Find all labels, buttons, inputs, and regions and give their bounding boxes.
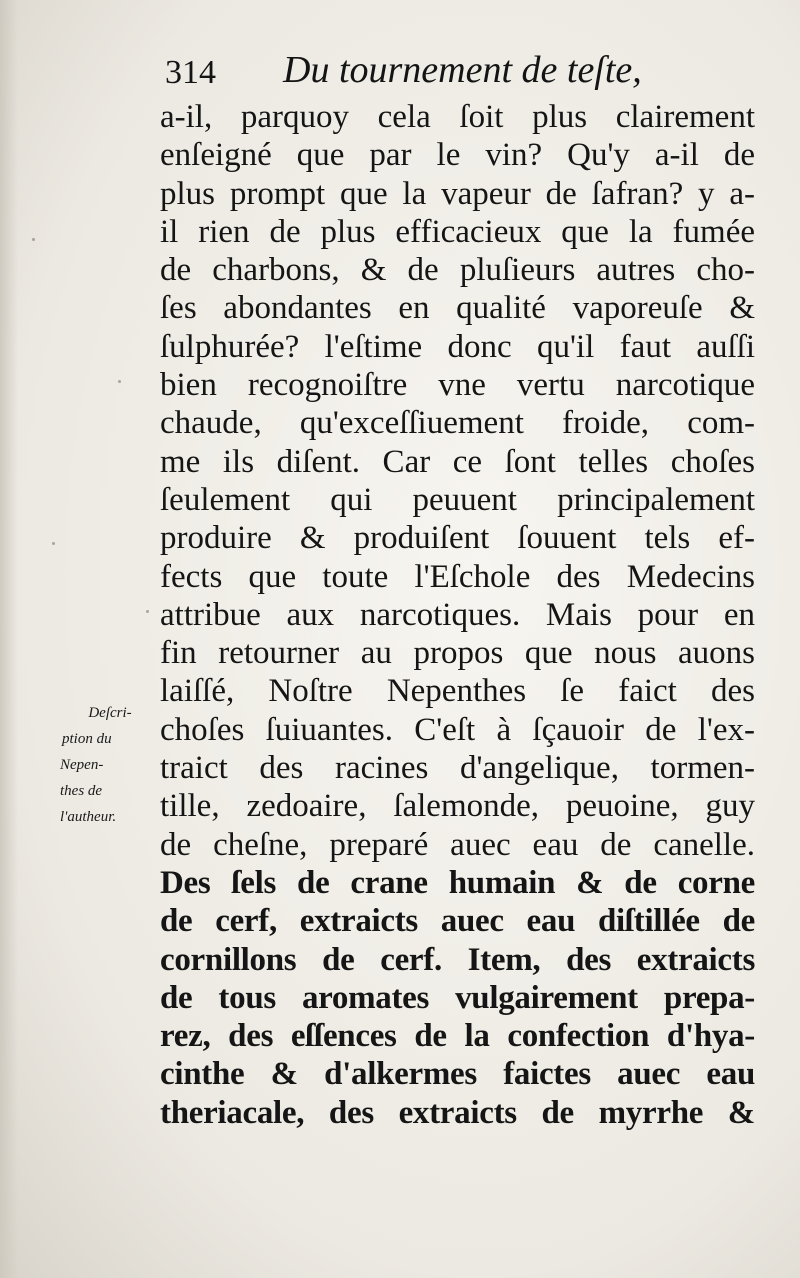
text-line: de cheſne, preparé auec eau de canelle. [160, 826, 755, 863]
text-line: rez, des eſſences de la confection d'hya- [160, 1018, 755, 1055]
text-line: ſeulement qui peuuent principalement [160, 481, 755, 518]
text-line: traict des racines d'angelique, tormen- [160, 750, 755, 787]
text-line: attribue aux narcotiques. Mais pour en [160, 596, 755, 633]
text-line: ſulphurée? l'eſtime donc qu'il faut auſſi [160, 328, 755, 365]
text-line: de charbons, & de pluſieurs autres cho- [160, 252, 755, 289]
text-line: theriacale, des extraicts de myrrhe & [160, 1094, 755, 1131]
text-line: choſes ſuiuantes. C'eſt à ſçauoir de l'ex- [160, 711, 755, 748]
text-line: Des ſels de crane humain & de corne [160, 864, 755, 901]
margin-note [60, 700, 160, 830]
text-line: cinthe & d'alkermes faictes auec eau [160, 1056, 755, 1093]
page-gutter-shadow [0, 0, 18, 1278]
text-line: laiſſé, Noſtre Nepenthes ſe faict des [160, 673, 755, 710]
body-text [160, 98, 760, 1132]
paper-speck [146, 610, 149, 613]
text-line: de tous aromates vulgairement prepa- [160, 979, 755, 1016]
margin-note-line: l'autheur. [60, 809, 117, 825]
text-line: fin retourner au propos que nous auons [160, 635, 755, 672]
text-line: fects que toute l'Eſchole des Medecins [160, 558, 755, 595]
text-line: tille, zedoaire, ſalemonde, peuoine, guy [160, 788, 755, 825]
text-line: de cerf, extraicts auec eau diſtillée de [160, 903, 755, 940]
text-line: produire & produiſent ſouuent tels ef- [160, 520, 755, 557]
paper-speck [118, 380, 121, 383]
paper-speck [32, 238, 35, 241]
page-number: 314 [165, 54, 216, 91]
running-title: Du tournement de teſte, [283, 49, 642, 91]
text-line: cornillons de cerf. Item, des extraicts [160, 941, 755, 978]
text-line: me ils diſent. Car ce ſont telles choſes [160, 443, 755, 480]
margin-note-line: Nepen- [60, 757, 104, 773]
running-head [165, 48, 765, 100]
text-line: enſeigné que par le vin? Qu'y a-il de [160, 137, 755, 174]
text-line: chaude, qu'exceſſiuement froide, com- [160, 405, 755, 442]
text-line: bien recognoiſtre vne vertu narcotique [160, 367, 755, 404]
margin-note-line: Deſcri- [88, 705, 132, 721]
text-line: il rien de plus efficacieux que la fumée [160, 213, 755, 250]
text-line: a-il, parquoy cela ſoit plus clairement [160, 99, 755, 135]
paper-speck [52, 542, 55, 545]
margin-note-line: ption du [62, 731, 112, 747]
text-line: plus prompt que la vapeur de ſafran? y a- [160, 175, 755, 212]
text-line: ſes abondantes en qualité vaporeuſe & [160, 290, 755, 327]
margin-note-line: thes de [60, 783, 103, 799]
